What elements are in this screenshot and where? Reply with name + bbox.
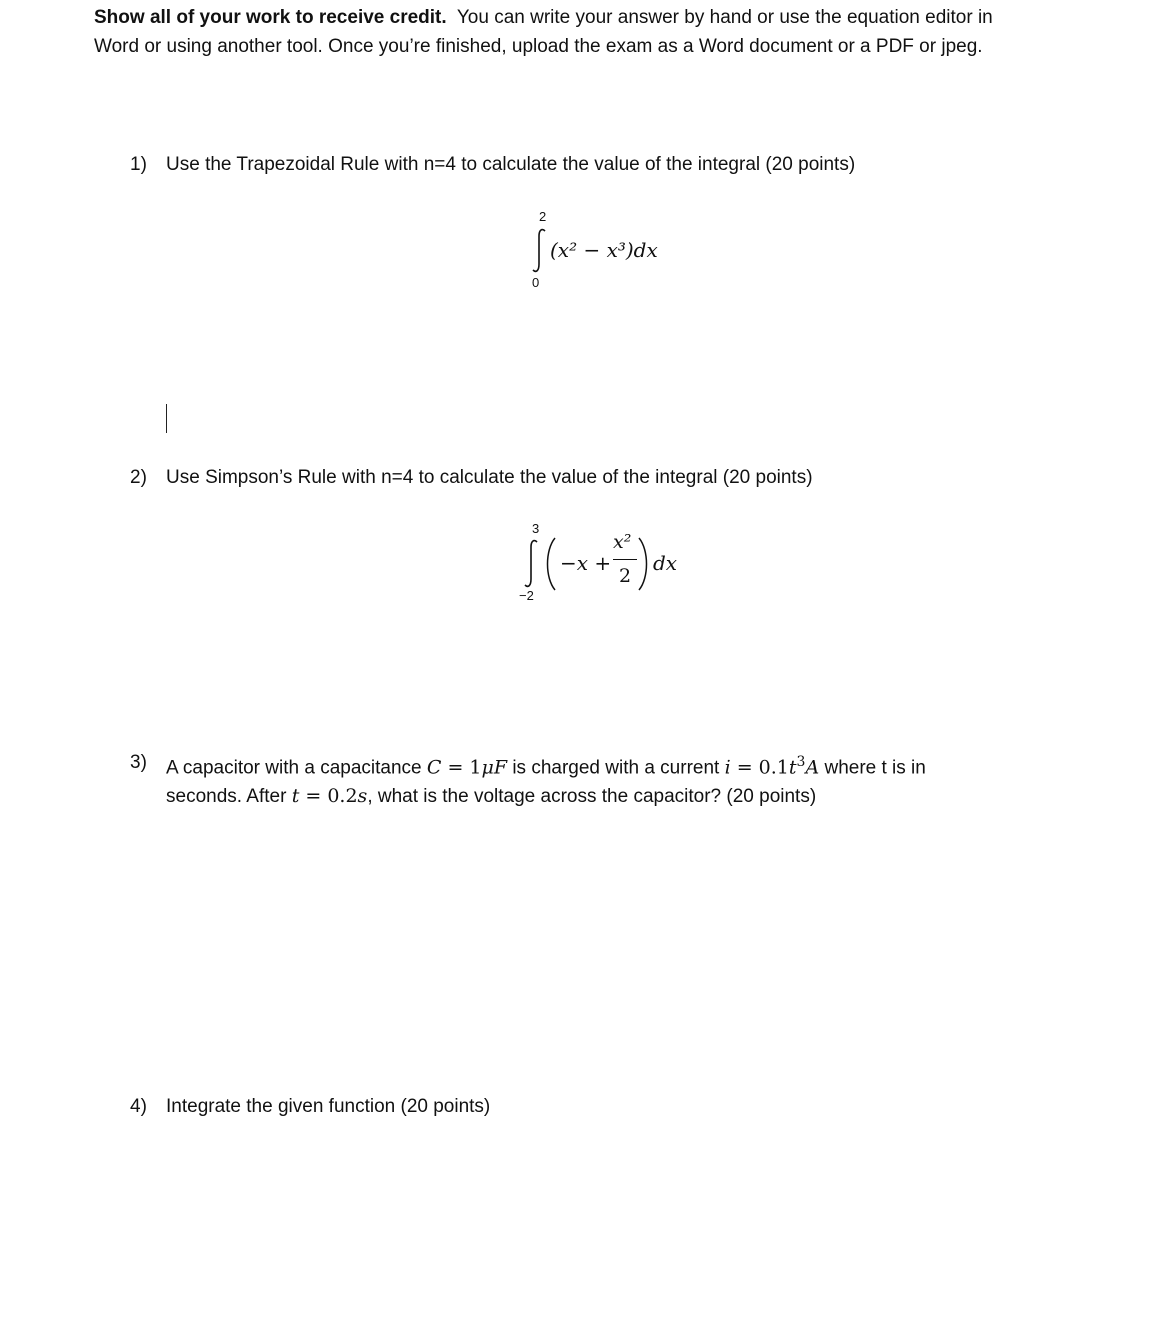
integral-2-dx: dx [653,551,678,575]
math-capacitance-symbol: C [426,756,442,779]
instructions-bold-lead: Show all of your work to receive credit. [94,7,447,28]
fraction-denominator: 2 [619,565,632,587]
question-2 [130,463,1010,492]
fraction-numerator: x² [613,531,632,553]
question-1-number: 1) [130,154,147,175]
question-3-text-b: is charged with a current [507,757,725,779]
question-3-number: 3) [130,752,147,773]
question-4-text: Integrate the given function (20 points) [166,1096,491,1117]
integral-2-upper-limit: 3 [532,521,540,536]
math-ampere-unit: A [805,756,820,779]
math-capacitance-value: = 1 [441,756,482,779]
question-3-text-e: , what is the voltage across the capacitor? (20 points) [367,786,817,808]
integral-2-lower-limit: −2 [519,588,534,603]
instructions-paragraph [94,3,1034,61]
instructions-text: You can write your answer by hand or use the equation editor in Word or using another tool. Once you’re finished, upload the exam as a Word document or a PDF or jpeg. [94,7,993,57]
math-microfarad-unit: μF [481,756,508,779]
integral-2-term: −x + [560,551,612,575]
integral-1-sign [530,228,550,274]
integral-1-lower-limit: 0 [532,275,540,290]
question-3-text-a: A capacitor with a capacitance [166,757,422,779]
question-3 [130,748,1010,811]
math-time-symbol: t [291,785,300,808]
integral-1-integrand: (x² − x³)dx [550,238,658,262]
math-current-symbol: i [724,756,731,779]
question-3-text-d: seconds. After [166,786,292,808]
math-seconds-unit: s [357,785,368,808]
right-paren [636,535,652,593]
question-1-text: Use the Trapezoidal Rule with n=4 to calculate the value of the integral (20 points) [166,154,856,175]
integral-1-upper-limit: 2 [539,209,547,224]
question-2-text: Use Simpson’s Rule with n=4 to calculate the value of the integral (20 points) [166,467,813,488]
text-cursor [166,404,167,433]
question-3-text [166,748,1010,811]
left-paren [542,535,558,593]
question-4 [130,1092,1010,1121]
math-time-variable: t [788,756,797,779]
math-current-coefficient: = 0.1 [730,756,789,779]
question-2-number: 2) [130,467,147,488]
question-1 [130,150,1010,179]
math-exponent: 3 [796,754,806,770]
math-time-value: = 0.2 [299,785,358,808]
question-4-number: 4) [130,1096,147,1117]
fraction-bar [613,559,637,560]
integral-2-sign [522,539,542,589]
question-3-text-c: where t is in [819,757,926,779]
